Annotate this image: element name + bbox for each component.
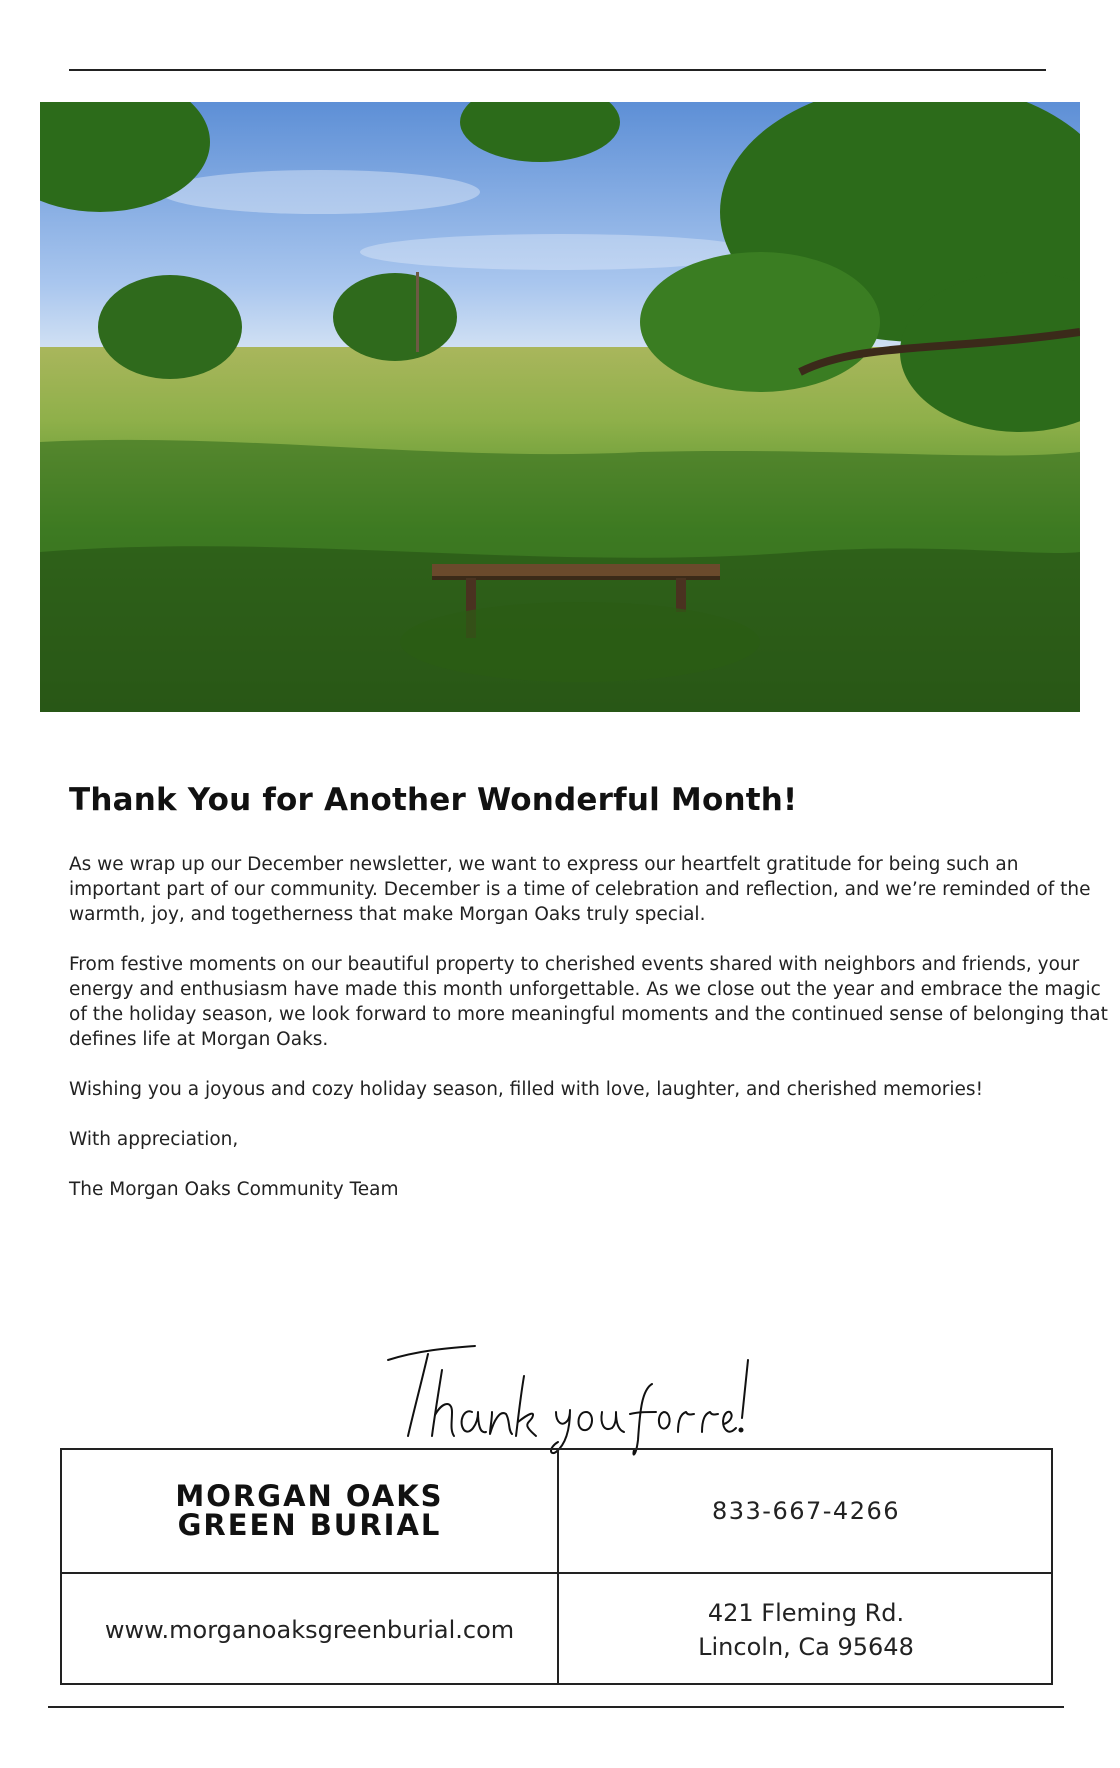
thank-you-script (380, 1340, 760, 1460)
phone-cell (559, 1450, 1053, 1572)
address-line2: Lincoln, Ca 95648 (698, 1632, 914, 1661)
brand-name-line2: GREEN BURIAL (177, 1508, 442, 1542)
paragraph: As we wrap up our December newsletter, we want to express our heartfelt gratitude for being such an important part of our community. December is a time of celebration and reflection, and we’re reminded of the warmth, joy, and togetherness that make Morgan Oaks truly special. (69, 854, 1091, 925)
signoff-team: The Morgan Oaks Community Team (69, 1179, 399, 1200)
page-title: Thank You for Another Wonderful Month! (69, 782, 798, 818)
brand-name (62, 1450, 557, 1572)
paragraph: From festive moments on our beautiful property to cherished events shared with neighbors and friends, your energy and enthusiasm have made this month unforgettable. As we close out the year and embrace the magic of the holiday season, we look forward to more meaningful moments and the continued sense of belonging that defines life at Morgan Oaks. (69, 954, 1108, 1050)
paragraph: Wishing you a joyous and cozy holiday season, filled with love, laughter, and cherished memories! (69, 1079, 983, 1100)
address-cell (559, 1574, 1053, 1685)
phone-number[interactable]: 833-667-4266 (711, 1497, 900, 1525)
handwritten-thank-you (380, 1340, 760, 1460)
brand-name-line1: MORGAN OAKS (175, 1479, 444, 1513)
letter-body (69, 852, 1109, 1227)
top-divider (69, 69, 1046, 71)
contact-card (60, 1448, 1053, 1685)
address-line1: 421 Fleming Rd. (707, 1598, 905, 1627)
website-cell (62, 1574, 557, 1685)
website-link[interactable]: www.morganoaksgreenburial.com (104, 1615, 515, 1644)
signoff-line: With appreciation, (69, 1129, 239, 1150)
meadow-bench-image (40, 102, 1080, 712)
bottom-divider (48, 1706, 1064, 1708)
hero-photo (40, 102, 1080, 712)
